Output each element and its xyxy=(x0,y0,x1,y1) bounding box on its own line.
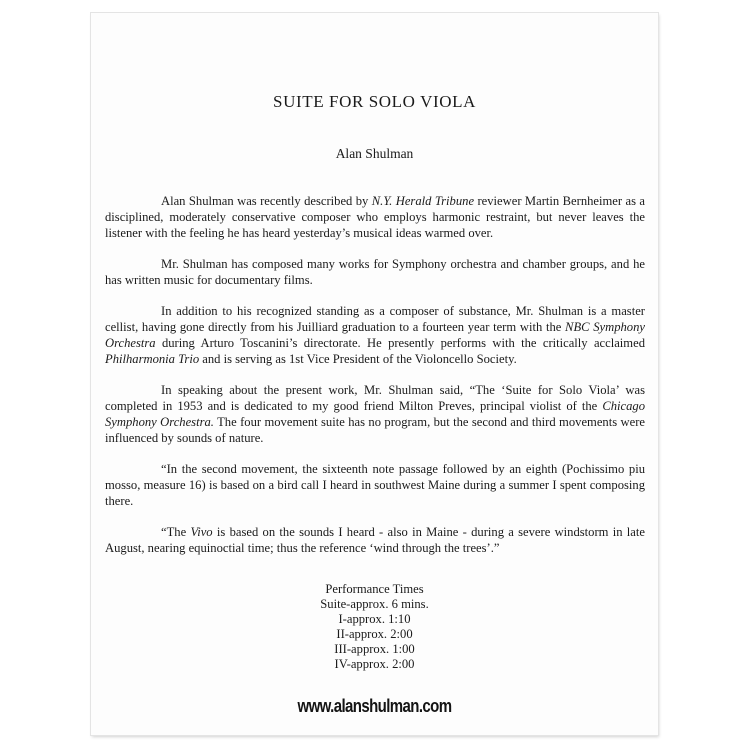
performance-time-movement-3: III-approx. 1:00 xyxy=(334,642,415,656)
italic-text: NBC Symphony Orchestra xyxy=(105,320,645,350)
paragraph-6 xyxy=(105,524,645,556)
text-run: “The xyxy=(161,525,191,539)
performance-time-movement-1: I-approx. 1:10 xyxy=(338,612,411,626)
text-run: reviewer Martin Bernheimer as a disciplined, moderately conservative composer who employs harmonic restraint, but never leaves the listener with the feeling he has heard yesterday’s musical ideas warmed over. xyxy=(105,194,646,240)
text-run: Mr. Shulman has composed many works for Symphony orchestra and chamber groups, and he has written music for documentary films. xyxy=(105,257,645,287)
text-run: during Arturo Toscanini’s directorate. He presently performs with the critically acclaimed xyxy=(155,336,645,350)
performance-time-movement-2: II-approx. 2:00 xyxy=(336,627,413,641)
text-run: “In the second movement, the sixteenth note passage followed by an eighth (Pochissimo piu mosso, measure 16) is based on a bird call I heard in southwest Maine during a summer I spent composing there. xyxy=(105,462,645,508)
italic-text: N.Y. Herald Tribune xyxy=(371,194,475,208)
text-run: and is serving as 1st Vice President of the Violoncello Society. xyxy=(199,352,517,366)
paragraph-2 xyxy=(105,256,645,288)
paragraph-5 xyxy=(105,461,645,509)
document-author: Alan Shulman xyxy=(335,146,414,161)
document-title: SUITE FOR SOLO VIOLA xyxy=(273,92,476,111)
performance-time-suite: Suite-approx. 6 mins. xyxy=(320,597,429,611)
italic-text: Philharmonia Trio xyxy=(105,352,200,366)
text-run: Alan Shulman was recently described by xyxy=(161,194,372,208)
italic-text: Vivo xyxy=(190,525,213,539)
paragraph-3 xyxy=(105,303,645,367)
performance-time-movement-4: IV-approx. 2:00 xyxy=(334,657,415,671)
italic-text: Chicago Symphony Orchestra. xyxy=(105,399,645,429)
website-footer: www.alanshulman.com xyxy=(297,695,452,718)
performance-times-heading: Performance Times xyxy=(325,582,424,596)
text-run: In speaking about the present work, Mr. Shulman said, “The ‘Suite for Solo Viola’ was completed in 1953 and is dedicated to my good friend Milton Preves, principal violist of the xyxy=(105,383,645,413)
paragraph-1 xyxy=(105,193,645,241)
paragraph-4 xyxy=(105,382,645,446)
text-run: The four movement suite has no program, but the second and third movements were influenced by sounds of nature. xyxy=(105,415,645,445)
text-run: In addition to his recognized standing as a composer of substance, Mr. Shulman is a master cellist, having gone directly from his Juilliard graduation to a fourteen year term with the xyxy=(105,304,645,334)
document-sheet xyxy=(91,13,658,735)
text-run: is based on the sounds I heard - also in Maine - during a severe windstorm in late August, nearing equinoctial time; thus the reference ‘wind through the trees’.” xyxy=(105,525,645,555)
document-body xyxy=(105,193,645,571)
performance-times xyxy=(91,582,658,672)
